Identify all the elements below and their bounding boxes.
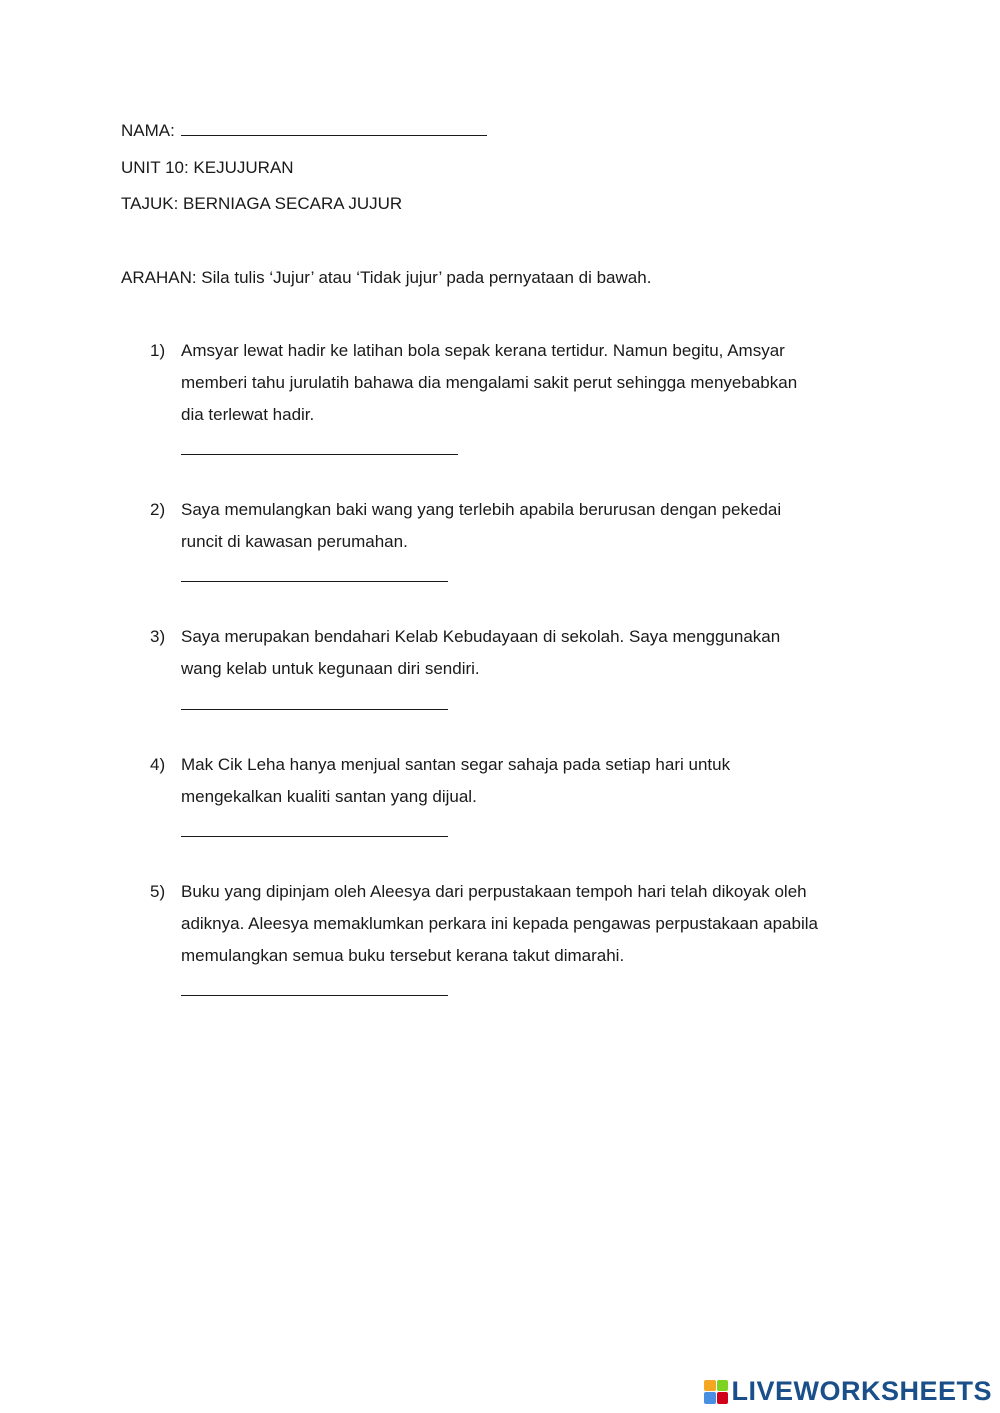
question-line: Saya merupakan bendahari Kelab Kebudayaan di sekolah. Saya menggunakan: [181, 627, 781, 646]
answer-blank[interactable]: [181, 836, 448, 837]
question-line: runcit di kawasan perumahan.: [181, 532, 408, 551]
question-line: mengekalkan kualiti santan yang dijual.: [181, 787, 477, 806]
question-line: adiknya. Aleesya memaklumkan perkara ini kepada pengawas perpustakaan apabila: [181, 914, 818, 933]
question-line: Amsyar lewat hadir ke latihan bola sepak kerana tertidur. Namun begitu, Amsyar: [181, 341, 785, 360]
topic-title: TAJUK: BERNIAGA SECARA JUJUR: [121, 194, 403, 213]
question-text: [181, 335, 797, 431]
question-number: 3): [150, 627, 166, 646]
question-text: [181, 876, 818, 972]
question-text: [181, 621, 780, 685]
name-field[interactable]: [181, 121, 487, 136]
name-row: [121, 121, 487, 141]
answer-blank[interactable]: [181, 581, 448, 582]
unit-title: UNIT 10: KEJUJURAN: [121, 158, 294, 177]
question-text: [181, 749, 730, 813]
question-line: memulangkan semua buku tersebut kerana takut dimarahi.: [181, 946, 625, 965]
question-number: 2): [150, 500, 166, 519]
question-text: [181, 494, 781, 558]
logo-cell: [704, 1380, 716, 1392]
instructions: ARAHAN: Sila tulis ‘Jujur’ atau ‘Tidak jujur’ pada pernyataan di bawah.: [121, 268, 652, 287]
answer-blank[interactable]: [181, 995, 448, 996]
logo-cell: [704, 1392, 716, 1404]
question-number: 5): [150, 882, 166, 901]
question-line: Mak Cik Leha hanya menjual santan segar sahaja pada setiap hari untuk: [181, 755, 731, 774]
question-line: dia terlewat hadir.: [181, 405, 315, 424]
question-line: memberi tahu jurulatih bahawa dia mengalami sakit perut sehingga menyebabkan: [181, 373, 798, 392]
question-line: Saya memulangkan baki wang yang terlebih apabila berurusan dengan pekedai: [181, 500, 782, 519]
answer-blank[interactable]: [181, 709, 448, 710]
question-number: 4): [150, 755, 166, 774]
question-number: 1): [150, 341, 166, 360]
name-label: NAMA:: [121, 121, 175, 140]
brand-name: LIVEWORKSHEETS: [731, 1376, 992, 1406]
answer-blank[interactable]: [181, 454, 458, 455]
liveworksheets-logo-icon: [704, 1380, 728, 1404]
question-line: Buku yang dipinjam oleh Aleesya dari perpustakaan tempoh hari telah dikoyak oleh: [181, 882, 807, 901]
logo-cell: [717, 1380, 729, 1392]
logo-cell: [717, 1392, 729, 1404]
liveworksheets-logo: [704, 1376, 992, 1407]
question-line: wang kelab untuk kegunaan diri sendiri.: [181, 659, 480, 678]
